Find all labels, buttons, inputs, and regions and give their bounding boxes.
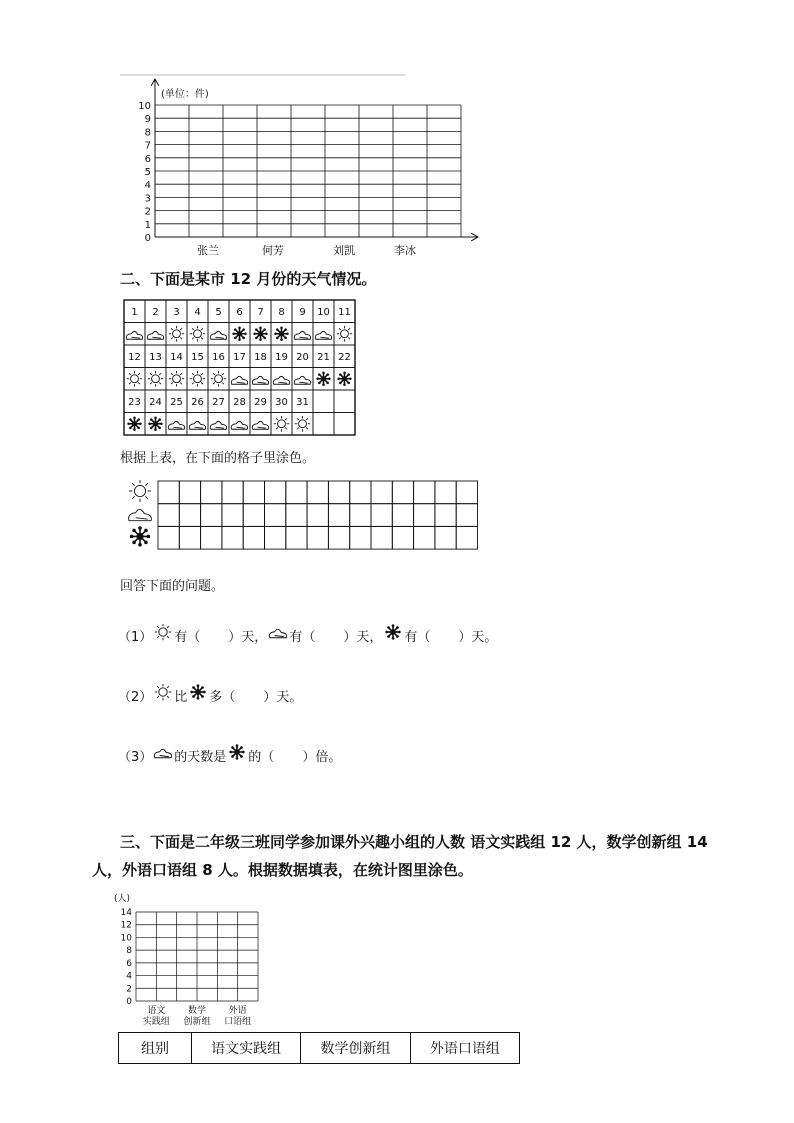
q2-text-3: ）天。 [263,689,303,705]
coloring-cell[interactable] [222,526,243,549]
coloring-cell[interactable] [286,504,307,527]
calendar-day-number: 31 [296,397,309,408]
q3-text-2: 的（ [248,749,275,765]
sun-icon [152,684,174,706]
coloring-cell[interactable] [435,504,456,527]
calendar-cell [208,413,229,436]
y-tick-label: 14 [120,908,132,918]
x-group-label: 外语 [228,1006,247,1016]
cloud-icon [126,331,142,339]
x-group-label: 数学 [187,1006,207,1016]
calendar-cell [334,390,355,413]
cloud-icon [252,421,268,429]
coloring-grid [124,478,484,550]
x-group-label: 口语组 [224,1017,252,1027]
calendar-cell [250,368,271,391]
coloring-cell[interactable] [243,481,264,504]
coloring-cell[interactable] [179,504,200,527]
y-tick-label: 1 [144,219,151,231]
cloud-icon [252,376,268,384]
calendar-cell [292,368,313,391]
sun-icon [211,371,226,386]
unit-label: (单位：件) [161,89,209,100]
sun-icon [169,371,184,386]
calendar-cell [334,413,355,436]
sun-icon [127,371,142,386]
coloring-cell[interactable] [371,481,392,504]
sun-icon [129,480,151,502]
sun-icon [152,624,174,646]
y-tick-label: 12 [120,920,132,931]
coloring-cell[interactable] [414,526,435,549]
cloud-icon [231,376,247,384]
cloud-icon [267,624,289,646]
q1-num: （1） [118,629,153,645]
sun-icon [274,416,289,431]
y-tick-label: 5 [144,167,151,178]
cloud-icon [294,376,310,384]
calendar-day-number: 8 [278,307,285,318]
y-tick-label: 2 [144,206,151,218]
calendar-day-number: 17 [233,352,246,363]
x-name-label: 李冰 [394,244,416,257]
group-table [118,1032,520,1064]
coloring-cell[interactable] [307,481,328,504]
cloud-icon [210,331,226,339]
calendar-day-number: 11 [338,307,351,318]
q2-text-1: 比 [174,689,188,705]
coloring-cell[interactable] [392,526,413,549]
cloud-icon [168,421,184,429]
snow-icon [382,624,404,646]
coloring-cell[interactable] [414,504,435,527]
q3-text-1: 的天数是 [174,749,227,765]
calendar-day-number: 20 [296,352,309,363]
calendar-cell [292,323,313,346]
q1-text-1: 有（ [174,629,201,645]
coloring-cell[interactable] [179,481,200,504]
coloring-cell[interactable] [158,504,179,527]
calendar-day-number: 23 [128,397,141,408]
calendar-day-number: 3 [173,307,180,318]
section3-text: 三、下面是二年级三班同学参加课外兴趣小组的人数 语文实践组 12 人，数学创新组 14 人，外语口语组 8 人。根据数据填表，在统计图里涂色。 [92,833,708,879]
calendar-day-number: 6 [236,307,243,318]
calendar-day-number: 28 [233,397,246,408]
calendar-day-number: 5 [215,307,222,318]
q1-text-6: ）天。 [458,629,498,645]
coloring-cell[interactable] [201,526,222,549]
calendar-day-number: 1 [131,307,138,318]
cloud-icon [147,331,163,339]
y-tick-label: 3 [144,193,151,205]
coloring-cell[interactable] [435,526,456,549]
coloring-cell[interactable] [350,504,371,527]
coloring-cell[interactable] [371,526,392,549]
coloring-cell[interactable] [307,504,328,527]
group-chart [112,890,282,1030]
coloring-cell[interactable] [328,526,349,549]
coloring-cell[interactable] [179,526,200,549]
x-group-label: 实践组 [142,1017,170,1027]
calendar-cell [313,323,334,346]
coloring-cell[interactable] [222,481,243,504]
chart-unit-grid [115,72,490,258]
calendar-day-number: 9 [299,307,306,318]
calendar-day-number: 24 [149,397,162,408]
sun-icon [190,371,205,386]
snow-icon [127,417,141,431]
y-tick-label: 10 [120,933,132,944]
calendar-day-number: 19 [275,352,288,363]
cloud-icon [189,421,205,429]
coloring-cell[interactable] [328,504,349,527]
cloud-icon [294,331,310,339]
y-tick-label: 10 [138,101,151,112]
sun-icon [295,416,310,431]
cloud-icon [152,744,174,766]
y-tick-label: 4 [144,180,151,192]
calendar-day-number: 2 [152,307,159,318]
coloring-cell[interactable] [456,504,477,527]
weather-calendar [121,298,357,436]
sun-icon [337,326,352,341]
q1-text-3: 有（ [289,629,316,645]
x-name-label: 张兰 [197,244,219,257]
y-tick-label: 2 [126,984,132,995]
section2-heading: 二、下面是某市 12 月份的天气情况。 [120,270,377,288]
q1-text-5: 有（ [404,629,431,645]
y-tick-label: 7 [144,140,151,152]
calendar-day-number: 13 [149,352,162,363]
coloring-cell[interactable] [243,526,264,549]
y-tick-label: 8 [126,946,132,957]
snow-icon [232,327,246,341]
answer-prompt: 回答下面的问题。 [120,579,225,594]
coloring-cell[interactable] [307,526,328,549]
cloud-icon [315,331,331,339]
table-cell-math: 数学创新组 [301,1033,410,1064]
snow-icon [130,526,150,546]
coloring-cell[interactable] [392,481,413,504]
snow-icon [187,684,209,706]
calendar-day-number: 14 [170,352,183,363]
coloring-cell[interactable] [265,481,286,504]
calendar-day-number: 7 [257,307,264,318]
calendar-day-number: 4 [194,307,201,318]
sun-icon [148,371,163,386]
cloud-icon [231,421,247,429]
y-tick-label: 4 [126,971,132,982]
table-header-group: 组别 [119,1033,192,1064]
y-tick-label: 6 [144,153,151,165]
x-name-label: 刘凯 [333,244,355,257]
y-tick-label: 8 [144,127,151,139]
q1-text-2: ）天， [228,629,268,645]
calendar-day-number: 21 [317,352,330,363]
sun-icon [190,326,205,341]
coloring-cell[interactable] [158,481,179,504]
coloring-cell[interactable] [286,481,307,504]
coloring-cell[interactable] [328,481,349,504]
calendar-cell [271,368,292,391]
calendar-cell [208,323,229,346]
snow-icon [337,372,351,386]
calendar-day-number: 27 [212,397,225,408]
calendar-cell [145,323,166,346]
calendar-day-number: 29 [254,397,267,408]
coloring-cell[interactable] [222,504,243,527]
calendar-cell [124,323,145,346]
coloring-cell[interactable] [201,504,222,527]
calendar-day-number: 30 [275,397,288,408]
calendar-cell [166,413,187,436]
instruction-text: 根据上表，在下面的格子里涂色。 [120,451,316,466]
y-tick-label: 6 [126,958,132,969]
calendar-day-number: 16 [212,352,225,363]
sun-icon [169,326,184,341]
coloring-cell[interactable] [350,526,371,549]
calendar-day-number: 12 [128,352,141,363]
coloring-cell[interactable] [371,504,392,527]
unit-label: (人) [114,894,131,904]
y-tick-label: 0 [144,233,151,244]
calendar-day-number: 10 [317,307,330,318]
coloring-cell[interactable] [456,526,477,549]
coloring-cell[interactable] [286,526,307,549]
coloring-cell[interactable] [265,526,286,549]
question-3 [118,744,341,766]
coloring-cell[interactable] [158,526,179,549]
y-tick-label: 9 [144,114,151,126]
y-tick-label: 0 [126,997,132,1007]
calendar-cell [187,413,208,436]
calendar-cell [250,413,271,436]
calendar-day-number: 18 [254,352,267,363]
x-group-label: 语文 [147,1006,166,1016]
calendar-cell [313,413,334,436]
cloud-icon [273,376,289,384]
x-name-label: 何芳 [262,244,284,257]
snow-icon [226,744,248,766]
table-cell-language: 外语口语组 [410,1033,519,1064]
coloring-cell[interactable] [414,481,435,504]
coloring-cell[interactable] [456,481,477,504]
snow-icon [274,327,288,341]
question-2 [118,684,302,706]
coloring-cell[interactable] [265,504,286,527]
calendar-cell [229,413,250,436]
coloring-cell[interactable] [201,481,222,504]
q2-text-2: 多（ [209,689,236,705]
calendar-day-number: 15 [191,352,204,363]
coloring-cell[interactable] [435,481,456,504]
calendar-day-number: 25 [170,397,183,408]
q2-num: （2） [118,689,153,705]
calendar-day-number: 26 [191,397,204,408]
coloring-cell[interactable] [243,504,264,527]
calendar-cell [313,390,334,413]
snow-icon [316,372,330,386]
calendar-cell [229,368,250,391]
q3-num: （3） [118,749,153,765]
q1-text-4: ）天， [343,629,383,645]
calendar-day-number: 22 [338,352,351,363]
table-cell-chinese: 语文实践组 [192,1033,301,1064]
coloring-cell[interactable] [350,481,371,504]
cloud-icon [129,509,152,520]
snow-icon [253,327,267,341]
snow-icon [148,417,162,431]
x-group-label: 创新组 [183,1017,211,1027]
cloud-icon [210,421,226,429]
coloring-cell[interactable] [392,504,413,527]
q3-text-3: ）倍。 [302,749,342,765]
question-1 [118,624,497,646]
